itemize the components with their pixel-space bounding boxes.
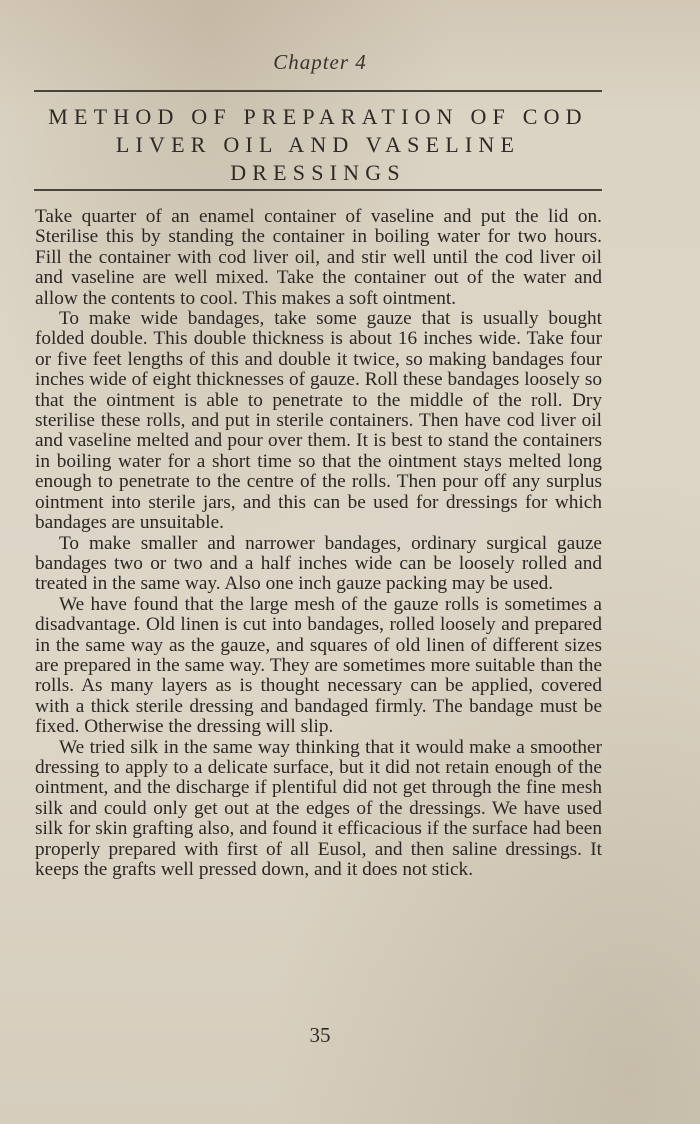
paragraph-4: We have found that the large mesh of the gauze rolls is sometimes a disadvantage. Old linen is cut into bandages, rolled loosely and prepared in the same way as the gauze, and squares of old linen of different sizes are prepared in the same way. They are sometimes more suitable than the rolls. As many layers as is thought necessary can be applied, covered with a thick sterile dressing and bandaged firmly. The bandage must be fixed. Otherwise the dressing will slip. (35, 593, 602, 738)
paragraph-5: We tried silk in the same way thinking that it would make a smoother dressing to apply to a delicate surface, but it did not retain enough of the ointment, and the discharge if plentiful did not get through the fine mesh silk and could only get out at the edges of the dressings. We have used silk for skin grafting also, and found it efficacious if the surface had been properly prepared with first of all Eusol, and then saline dressings. It keeps the grafts well pressed down, and it does not stick. (35, 736, 602, 880)
chapter-title (34, 103, 602, 187)
body-text (35, 207, 602, 880)
chapter-heading: Chapter 4 (273, 50, 367, 74)
bottom-rule (34, 189, 602, 191)
title-line-2: LIVER OIL AND VASELINE (115, 132, 521, 157)
title-line-3: DRESSINGS (230, 160, 406, 185)
title-line-1: METHOD OF PREPARATION OF COD (48, 104, 588, 129)
paragraph-1: Take quarter of an enamel container of vaseline and put the lid on. Sterilise this by standing the container in boiling water for two hours. Fill the container with cod liver oil, and stir well until the cod liver oil and vaseline are well mixed. Take the container out of the water and allow the contents to cool. This makes a soft ointment. (35, 206, 602, 309)
paragraph-3: To make smaller and narrower bandages, ordinary surgical gauze bandages two or two and a half inches wide can be loosely rolled and treated in the same way. Also one inch gauze packing may be used. (35, 532, 602, 595)
top-rule (34, 90, 602, 92)
paragraph-2: To make wide bandages, take some gauze that is usually bought folded double. This double thickness is about 16 inches wide. Take four or five feet lengths of this and double it twice, so making bandages four inches wide of eight thicknesses of gauze. Roll these bandages loosely so that the ointment is able to penetrate to the middle of the roll. Dry sterilise these rolls, and put in sterile containers. Then have cod liver oil and vaseline melted and pour over them. It is best to stand the containers in boiling water for a short time so that the ointment stays melted long enough to penetrate to the centre of the rolls. Then pour off any surplus ointment into sterile jars, and this can be used for dressings for which bandages are unsuitable. (35, 308, 602, 534)
page-number: 35 (309, 1023, 331, 1047)
